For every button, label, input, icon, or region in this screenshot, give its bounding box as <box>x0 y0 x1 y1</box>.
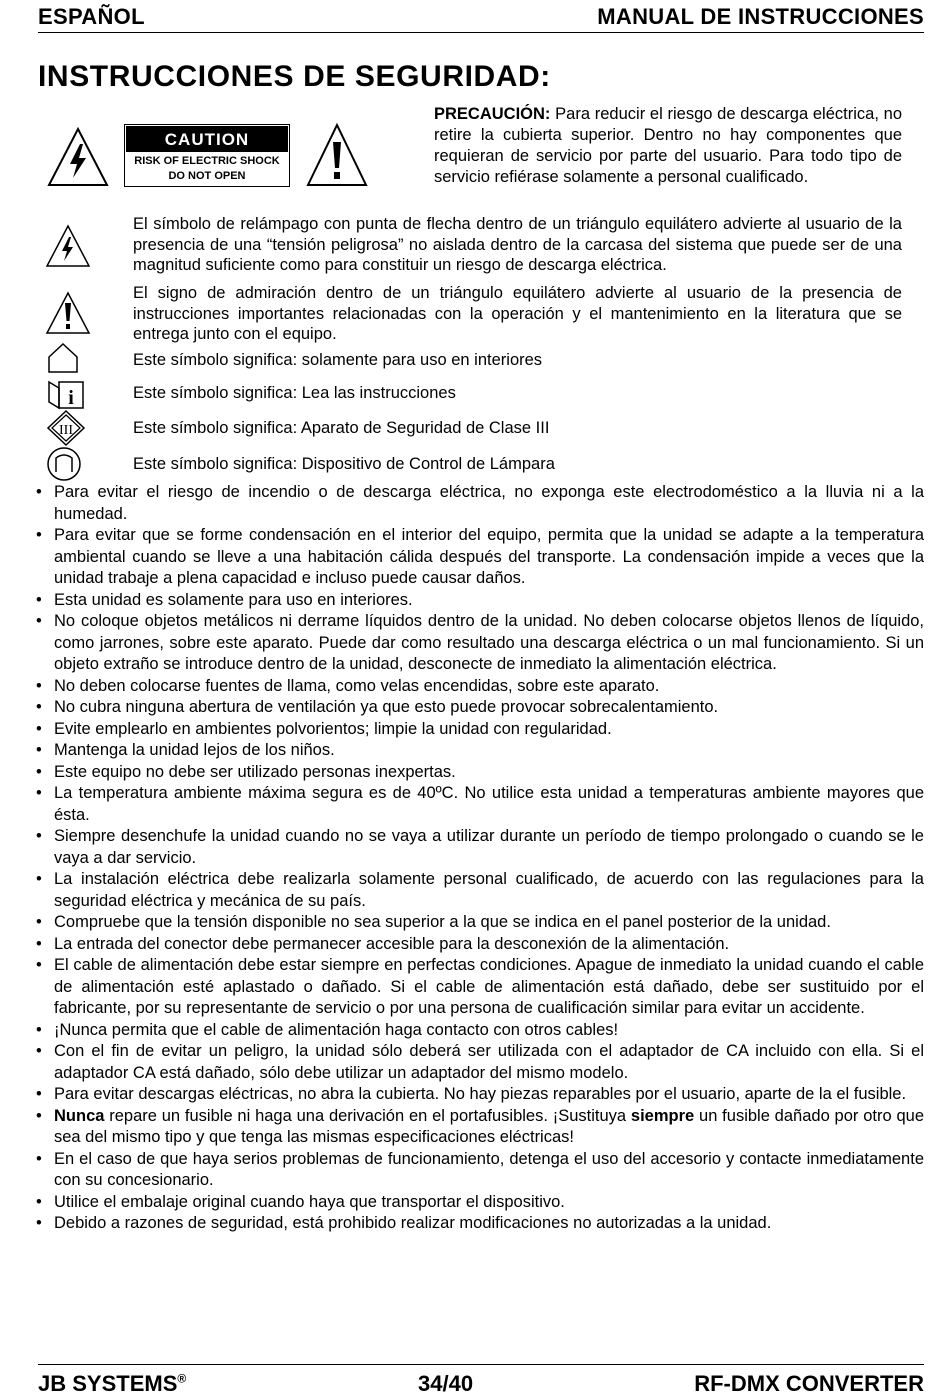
list-item: • Mantenga la unidad lejos de los niños. <box>36 740 924 762</box>
list-item: • Este equipo no debe ser utilizado personas inexpertas. <box>36 762 924 784</box>
caution-line: DO NOT OPEN <box>168 170 246 182</box>
lightning-triangle-icon <box>45 224 91 268</box>
list-item: • Con el fin de evitar un peligro, la unidad sólo deberá ser utilizada con el adaptador de CA incluido con ella. Si el adaptador CA está dañado, sólo debe utilizar un adaptador del mismo modelo. <box>36 1041 924 1084</box>
exclamation-symbol-text: El signo de admiración dentro de un triángulo equilátero advierte al usuario de la presencia de instrucciones importantes relacionadas con la operación y el mantenimiento en la literatura que se entrega junto con el equipo. <box>133 284 902 343</box>
list-item: • La instalación eléctrica debe realizarla solamente personal cualificado, de acuerdo con las regulaciones para la seguridad eléctrica y mecánica de su país. <box>36 869 924 912</box>
list-item: • Esta unidad es solamente para uso en interiores. <box>36 590 924 612</box>
list-item: • Evite emplearlo en ambientes polvorientos; limpie la unidad con regularidad. <box>36 719 924 741</box>
header-language: ESPAÑOL <box>38 4 145 29</box>
fuse-bold-never: Nunca <box>54 1106 105 1125</box>
registered-mark: ® <box>177 1371 187 1386</box>
list-item: • La entrada del conector debe permanecer accesible para la desconexión de la alimentación. <box>36 934 924 956</box>
list-item: • No coloque objetos metálicos ni derrame líquidos dentro de la unidad. No deben colocarse objetos llenos de líquido, como jarrones, sobre este aparato. Puede dar como resultado una descarga eléctrica o un mal funcionamiento. Si un objeto extraño se introduce dentro de la unidad, desconecte de inmediato la alimentación eléctrica. <box>36 611 924 676</box>
list-item: • Siempre desenchufe la unidad cuando no se vaya a utilizar durante un período de tiempo prolongado o cuando se le vaya a dar servicio. <box>36 826 924 869</box>
footer-product: RF-DMX CONVERTER <box>694 1371 924 1396</box>
indoor-house-icon <box>46 342 80 374</box>
list-item: • Para evitar que se forme condensación en el interior del equipo, permita que la unidad se adapte a la temperatura ambiental cuando se lleve a una habitación cálida después del transporte. La condensación impide a veces que la unidad trabaje a plena capacidad e incluso puede causar daños. <box>36 525 924 590</box>
list-item: • No cubra ninguna abertura de ventilación ya que esto puede provocar sobrecalentamiento. <box>36 697 924 719</box>
list-item: • Para evitar descargas eléctricas, no abra la cubierta. No hay piezas reparables por el usuario, aparte de la el fusible. <box>36 1084 924 1106</box>
class-three-symbol-text: Este símbolo significa: Aparato de Seguridad de Clase III <box>133 419 550 437</box>
brand-name: JB SYSTEMS <box>38 1371 178 1396</box>
precaution-label: PRECAUCIÓN: <box>434 105 551 123</box>
info-glyph: i <box>68 387 74 409</box>
indoor-symbol-text: Este símbolo significa: solamente para uso en interiores <box>133 351 543 369</box>
list-item: • Para evitar el riesgo de incendio o de descarga eléctrica, no exponga este electrodoméstico a la lluvia ni a la humedad. <box>36 482 924 525</box>
class-three-glyph: III <box>59 423 73 438</box>
lightning-symbol-text: El símbolo de relámpago con punta de flecha dentro de un triángulo equilátero advierte al usuario de la presencia de una “tensión peligrosa” no aislada dentro de la carcasa del sistema que puede ser de una magnitud suficiente como para constituir un riesgo de descarga eléctrica. <box>133 215 902 274</box>
list-item: • Compruebe que la tensión disponible no sea superior a la que se indica en el panel posterior de la unidad. <box>36 912 924 934</box>
list-item: • El cable de alimentación debe estar siempre en perfectas condiciones. Apague de inmediato la unidad cuando el cable de alimentación esté aplastado o dañado. Si el cable de alimentación está dañado, debe ser sustituido por el fabricante, por su representante de servicio o por una persona de cualificación similar para evitar un accidente. <box>36 955 924 1020</box>
read-symbol-text: Este símbolo significa: Lea las instrucciones <box>133 384 456 402</box>
list-item: • ¡Nunca permita que el cable de alimentación haga contacto con otros cables! <box>36 1020 924 1042</box>
list-item-fuse <box>36 1106 924 1149</box>
list-item: • En el caso de que haya serios problemas de funcionamiento, detenga el uso del accesorio y contacte inmediatamente con su concesionario. <box>36 1149 924 1192</box>
page-header <box>38 2 924 33</box>
list-item: • Debido a razones de seguridad, está prohibido realizar modificaciones no autorizadas a la unidad. <box>36 1213 924 1235</box>
read-instructions-icon <box>46 378 86 410</box>
caution-line: RISK OF ELECTRIC SHOCK <box>134 155 280 167</box>
footer-brand <box>38 1371 186 1397</box>
list-item: • Utilice el embalaje original cuando haya que transportar el dispositivo. <box>36 1192 924 1214</box>
fuse-bold-always: siempre <box>630 1106 695 1125</box>
header-manual-title: MANUAL DE INSTRUCCIONES <box>597 4 924 29</box>
precaution-text: Para reducir el riesgo de descarga eléctrica, no retire la cubierta superior. Dentro no hay componentes que requieran de servicio por parte del usuario. Para todo tipo de servicio refiérase solamente a personal cualificado. <box>434 105 902 186</box>
fuse-text: un fusible dañado por otro que sea del mismo tipo y que tenga las mismas especificaciones eléctricas! <box>54 1106 924 1146</box>
precaution-paragraph <box>434 104 902 188</box>
page-title: INSTRUCCIONES DE SEGURIDAD: <box>38 60 551 93</box>
fuse-text: repare un fusible ni haga una derivación en el portafusibles. ¡Sustituya <box>104 1106 631 1125</box>
lamp-control-icon <box>46 446 82 482</box>
page-footer <box>38 1364 924 1395</box>
exclamation-triangle-icon <box>45 291 91 335</box>
safety-bullet-list <box>36 482 924 1235</box>
caution-heading: CAUTION <box>126 126 288 152</box>
lamp-symbol-text: Este símbolo significa: Dispositivo de Control de Lámpara <box>133 455 555 473</box>
list-item: • La temperatura ambiente máxima segura es de 40ºC. No utilice esta unidad a temperaturas ambiente mayores que ésta. <box>36 783 924 826</box>
lightning-triangle-icon <box>46 126 110 188</box>
caution-label <box>124 124 290 187</box>
page-number: 34/40 <box>418 1371 474 1396</box>
list-item: • No deben colocarse fuentes de llama, como velas encendidas, sobre este aparato. <box>36 676 924 698</box>
exclamation-triangle-icon <box>305 122 369 188</box>
class-three-icon <box>46 409 86 447</box>
